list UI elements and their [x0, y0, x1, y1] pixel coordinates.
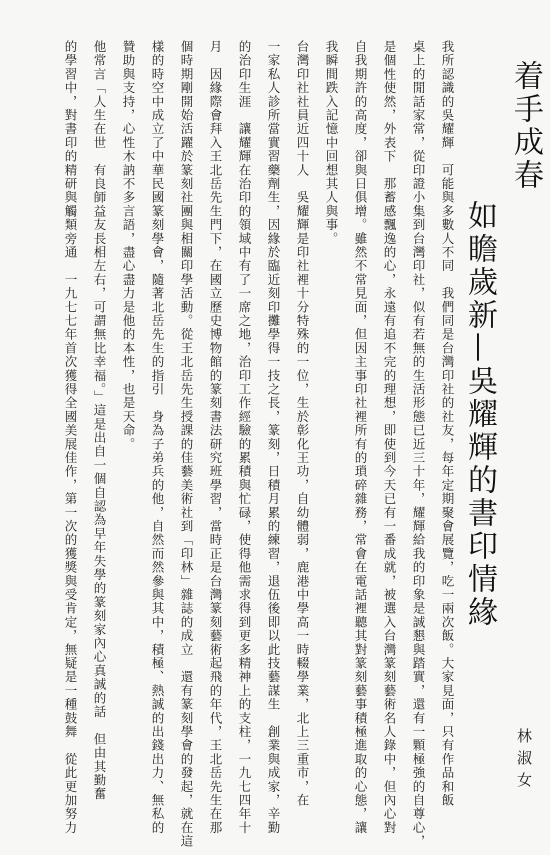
body-column-4: 自我期許的高度，卻與日俱增。雖然不常見面，但因主事印社裡所有的瑣碎雜務，常會在電話裡聽其對篆刻藝事積極進取的心態，讓	[353, 40, 368, 835]
body-column-5: 我瞬間跌入記憶中回想其人與事。	[324, 40, 339, 246]
title-line-2: 如瞻歲新—吳耀輝的書印情緣	[462, 200, 497, 629]
body-column-1: 我所認識的吳耀輝 可能與多數人不同 我們同是台灣印社的社友，每年定期聚會展覽，吃一兩次飯。大家見面，只有作品和飯	[440, 40, 455, 808]
body-column-14: 的學習中，對書印的精研與觸類旁通 一九七七年首次獲得全國美展佳作，第一次的獲獎與受肯定，無疑是一種鼓舞 從此更加努力	[63, 40, 78, 835]
body-column-7: 一家私人診所當實習藥劑生，因緣於臨近刻印攤學得一技之長，篆刻，日積月累的練習，退伍後即以此技藝謀生 創業與成家，辛勤	[266, 40, 281, 835]
body-column-12: 贊助與支持，心性木訥不多言語，盡心盡力是他的本性，也是天命。	[121, 40, 136, 451]
body-column-13: 他常言「人生在世 有良師益友長相左右，可謂無比幸福。」這是出自一個自認為早年失學的篆刻家內心真誠的話 但由其勤奮	[92, 40, 107, 801]
body-column-6: 台灣印社社員近四十人 吳耀輝是印社裡十分特殊的一位，生於彰化王功，自幼體弱，鹿港中學高一時輟學業，北上三重市，在	[295, 40, 310, 808]
body-column-11: 樣的時空中成立了中華民國篆刻學會，隨著北岳先生的指引 身為子弟兵的他，自然而然參與其中，積極、熱誠的出錢出力、無私的	[150, 40, 165, 835]
body-column-8: 的治印生涯 讓耀輝在治印的領域中有了一席之地，治印工作經驗的累積與忙碌，使得他需求得到更多精神上的支柱，一九七四年十	[237, 40, 252, 835]
body-column-3: 是個性使然，外表下 那蓄感飄逸的心，永遠有追不完的理想，即使到今天已有一番成就，被選入台灣篆刻藝術名人錄中，但內心對	[382, 40, 397, 835]
body-column-2: 桌上的閒話家常，從印證小集到台灣印社，似有若無的生活形態已近三十年，耀輝給我的印象是誠懇與踏實，還有一顆極強的自尊心，	[411, 40, 426, 849]
body-column-9: 月 因緣際會拜入王北岳先生門下，在國立歷史博物館的篆刻書法研究班學習，當時正是台灣篆刻藝術起飛的年代，王北岳先生在那	[208, 40, 223, 835]
body-column-10: 個時期剛開始活躍於篆刻社團與相關印學活動。從王北岳先生授課的佳藝美術社到「印林」雜誌的成立 還有篆刻學會的發起，就在這	[179, 40, 194, 849]
author-name: 林淑女	[515, 728, 533, 794]
title-line-1: 着手成春	[508, 60, 543, 192]
